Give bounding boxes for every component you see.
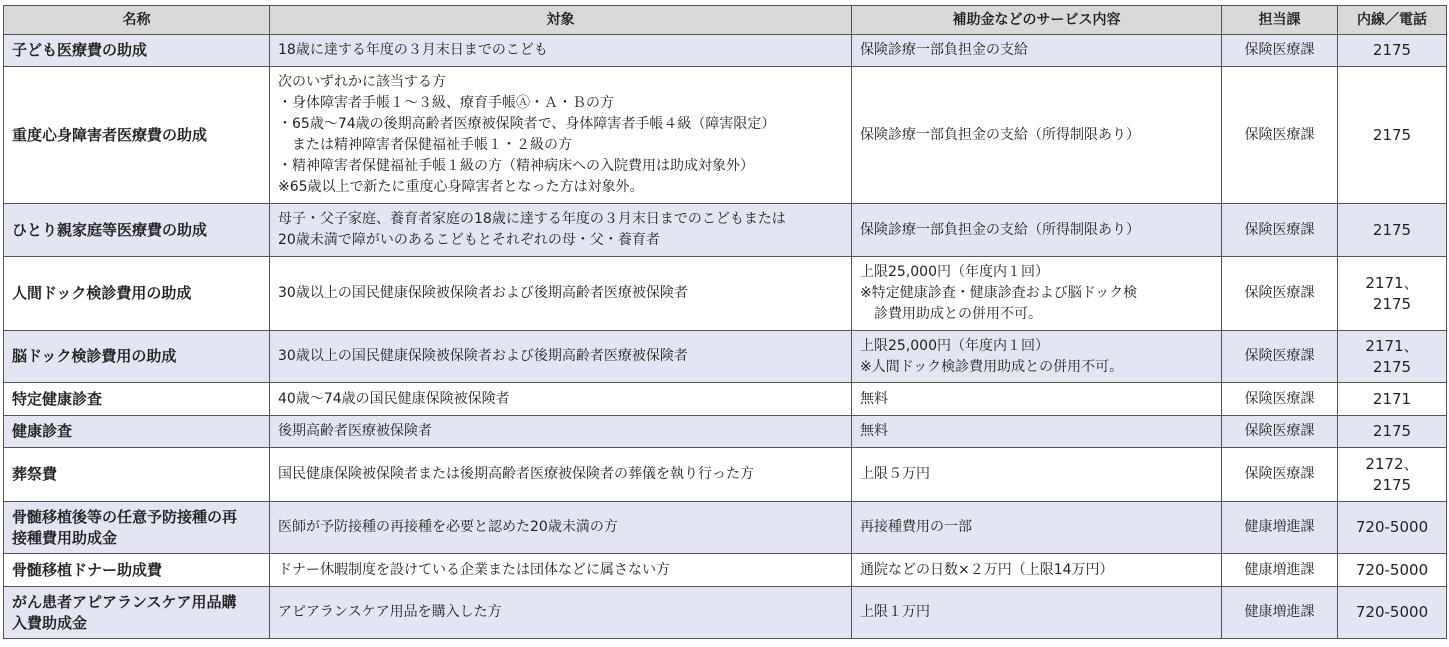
cell-tel: 2175 [1338, 67, 1447, 204]
cell-service: 上限１万円 [852, 587, 1222, 639]
cell-name: 葬祭費 [4, 448, 270, 502]
table-row [4, 35, 1447, 67]
cell-service: 無料 [852, 416, 1222, 448]
cell-name: ひとり親家庭等医療費の助成 [4, 204, 270, 257]
cell-service: 上限５万円 [852, 448, 1222, 502]
table-row [4, 416, 1447, 448]
cell-dept: 保険医療課 [1222, 331, 1338, 383]
cell-tel: 2175 [1338, 35, 1447, 67]
cell-name: 健康診査 [4, 416, 270, 448]
cell-service: 保険診療一部負担金の支給（所得制限あり） [852, 204, 1222, 257]
cell-name: がん患者アピアランスケア用品購 入費助成金 [4, 587, 270, 639]
table-row [4, 554, 1447, 587]
cell-dept: 保険医療課 [1222, 67, 1338, 204]
table-row [4, 587, 1447, 639]
cell-tel: 2172、 2175 [1338, 448, 1447, 502]
header-name: 名称 [4, 6, 270, 35]
cell-target: 国民健康保険被保険者または後期高齢者医療被保険者の葬儀を執り行った方 [270, 448, 852, 502]
cell-service: 再接種費用の一部 [852, 502, 1222, 554]
table-row [4, 67, 1447, 204]
cell-service: 無料 [852, 383, 1222, 416]
cell-service: 上限25,000円（年度内１回） ※人間ドック検診費用助成との併用不可。 [852, 331, 1222, 383]
cell-name: 骨髄移植ドナー助成費 [4, 554, 270, 587]
cell-tel: 720-5000 [1338, 502, 1447, 554]
cell-target: 40歳～74歳の国民健康保険被保険者 [270, 383, 852, 416]
cell-dept: 保険医療課 [1222, 448, 1338, 502]
cell-target: 30歳以上の国民健康保険被保険者および後期高齢者医療被保険者 [270, 331, 852, 383]
cell-service: 通院などの日数×２万円（上限14万円） [852, 554, 1222, 587]
table-row [4, 502, 1447, 554]
services-table [3, 5, 1447, 639]
cell-dept: 保険医療課 [1222, 204, 1338, 257]
cell-dept: 健康増進課 [1222, 587, 1338, 639]
cell-name: 特定健康診査 [4, 383, 270, 416]
cell-tel: 2171 [1338, 383, 1447, 416]
cell-target: アピアランスケア用品を購入した方 [270, 587, 852, 639]
cell-name: 人間ドック検診費用の助成 [4, 257, 270, 331]
header-service: 補助金などのサービス内容 [852, 6, 1222, 35]
header-dept: 担当課 [1222, 6, 1338, 35]
cell-service: 上限25,000円（年度内１回） ※特定健康診査・健康診査および脳ドック検 診費用助成との併用不可。 [852, 257, 1222, 331]
cell-tel: 720-5000 [1338, 587, 1447, 639]
cell-service: 保険診療一部負担金の支給 [852, 35, 1222, 67]
header-row [4, 6, 1447, 35]
table-row [4, 204, 1447, 257]
cell-tel: 2175 [1338, 416, 1447, 448]
header-tel: 内線／電話 [1338, 6, 1447, 35]
table-row [4, 257, 1447, 331]
cell-name: 重度心身障害者医療費の助成 [4, 67, 270, 204]
cell-dept: 保険医療課 [1222, 35, 1338, 67]
cell-service: 保険診療一部負担金の支給（所得制限あり） [852, 67, 1222, 204]
cell-dept: 保険医療課 [1222, 383, 1338, 416]
cell-target: 医師が予防接種の再接種を必要と認めた20歳未満の方 [270, 502, 852, 554]
cell-tel: 2175 [1338, 204, 1447, 257]
cell-target: 次のいずれかに該当する方 ・身体障害者手帳１～３級、療育手帳Ⓐ・Ａ・Ｂの方 ・65歳～74歳の後期高齢者医療被保険者で、身体障害者手帳４級（障害限定） または精神障害者保健福祉手帳１・２級の方 ・精神障害者保健福祉手帳１級の方（精神病床への入院費用は助成対象外） ※65歳以上で新たに重度心身障害者となった方は対象外。 [270, 67, 852, 204]
cell-target: 後期高齢者医療被保険者 [270, 416, 852, 448]
cell-dept: 保険医療課 [1222, 416, 1338, 448]
cell-dept: 健康増進課 [1222, 502, 1338, 554]
cell-name: 子ども医療費の助成 [4, 35, 270, 67]
cell-dept: 保険医療課 [1222, 257, 1338, 331]
table-row [4, 448, 1447, 502]
cell-target: 18歳に達する年度の３月末日までのこども [270, 35, 852, 67]
cell-target: 母子・父子家庭、養育者家庭の18歳に達する年度の３月末日までのこどもまたは 20歳未満で障がいのあるこどもとそれぞれの母・父・養育者 [270, 204, 852, 257]
cell-dept: 健康増進課 [1222, 554, 1338, 587]
cell-tel: 2171、 2175 [1338, 257, 1447, 331]
cell-tel: 720-5000 [1338, 554, 1447, 587]
table-row [4, 383, 1447, 416]
cell-target: 30歳以上の国民健康保険被保険者および後期高齢者医療被保険者 [270, 257, 852, 331]
cell-name: 骨髄移植後等の任意予防接種の再 接種費用助成金 [4, 502, 270, 554]
table-row [4, 331, 1447, 383]
header-target: 対象 [270, 6, 852, 35]
cell-tel: 2171、 2175 [1338, 331, 1447, 383]
cell-name: 脳ドック検診費用の助成 [4, 331, 270, 383]
cell-target: ドナー休暇制度を設けている企業または団体などに属さない方 [270, 554, 852, 587]
